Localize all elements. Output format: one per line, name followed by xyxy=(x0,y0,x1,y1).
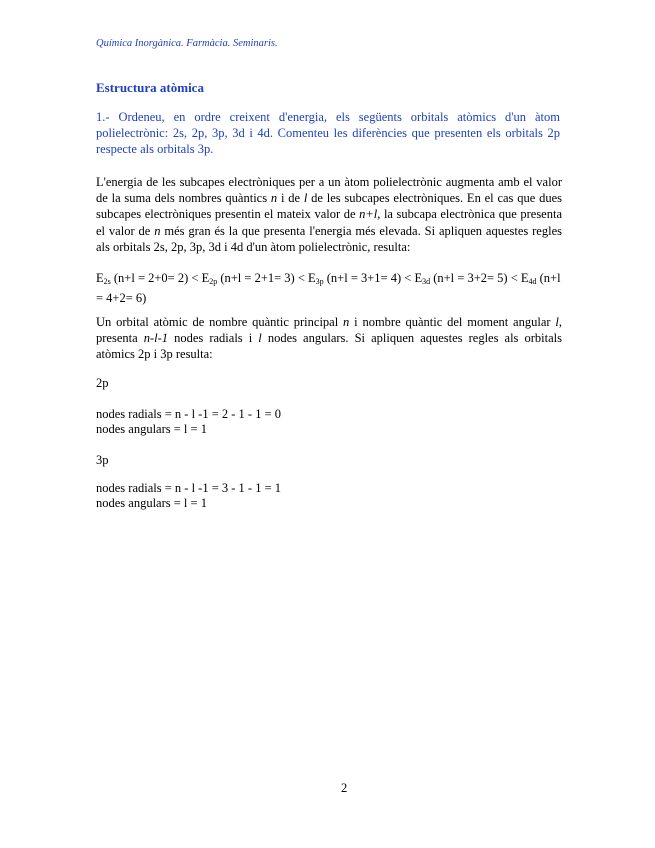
energy-symbol: E xyxy=(308,271,316,285)
energy-expression: (n+l = 3+1= 4) < xyxy=(323,271,415,285)
var-n-plus-l: n+l xyxy=(359,207,378,222)
orbital-2p-radial-nodes: nodes radials = n - l -1 = 2 - 1 - 1 = 0 xyxy=(96,407,282,421)
energy-term xyxy=(308,271,414,285)
orbital-3p-label: 3p xyxy=(96,453,109,467)
question-text: 1.- Ordeneu, en ordre creixent d'energia, els següents orbitals atòmics d'un àtom polielectrònic: 2s, 2p, 3p, 3d i 4d. Comenteu les diferències que presenten els orbitals 2p respecte als orbitals 3p. xyxy=(96,110,560,156)
energy-term xyxy=(414,271,520,285)
text-span: més gran és la que presenta l'energia més elevada. Si apliquen aquestes regles als orbitals 2s, 2p, 3p, 3d i 4d d'un àtom polielectrònic, resulta: xyxy=(96,223,562,254)
orbital-3p-radial-nodes: nodes radials = n - l -1 = 3 - 1 - 1 = 1 xyxy=(96,481,282,495)
text-span: i nombre quàntic del moment angular xyxy=(349,315,556,329)
text-span: de les subcapes electròniques. En el cas que dues subcapes electròniques presentin el mateix valor de xyxy=(96,191,562,222)
page-number: 2 xyxy=(341,781,348,795)
var-l: l xyxy=(303,191,308,206)
text-span: Un orbital atòmic de nombre quàntic principal xyxy=(96,315,344,329)
section-title: Estructura atòmica xyxy=(96,80,204,95)
orbital-2p-angular-nodes: nodes angulars = l = 1 xyxy=(96,422,207,436)
orbital-3p-angular-nodes: nodes angulars = l = 1 xyxy=(96,496,207,510)
energy-rule-paragraph xyxy=(96,174,562,255)
energy-expression: (n+l = 2+1= 3) < xyxy=(217,271,308,285)
var-l: l xyxy=(258,331,262,346)
var-n: n xyxy=(343,315,350,329)
text-span: i de xyxy=(277,191,304,206)
orbital-2p-label: 2p xyxy=(96,376,109,390)
energy-symbol: E xyxy=(520,271,529,285)
text-span: L'energia de les subcapes electròniques per a un àtom polielectrònic augmenta amb el valor de la suma dels nombres quàntics xyxy=(96,175,562,206)
energy-expression: (n+l = 4+2= 6) xyxy=(96,271,561,306)
var-l: l xyxy=(555,315,559,329)
energy-symbol: E xyxy=(414,271,423,285)
energy-symbol: E xyxy=(201,271,210,285)
orbital-subscript: 3d xyxy=(422,277,431,286)
energy-expression: (n+l = 3+2= 5) < xyxy=(430,271,521,285)
orbital-subscript: 2p xyxy=(209,277,218,286)
text-span: , la subcapa electrònica que presenta el valor de xyxy=(96,207,563,238)
var-n: n xyxy=(154,223,161,238)
var-n-l-1: n-l-1 xyxy=(143,331,169,346)
page-header: Química Inorgànica. Farmàcia. Seminaris. xyxy=(96,38,278,49)
orbital-subscript: 4d xyxy=(528,277,537,286)
energy-ordering xyxy=(96,270,562,306)
nodes-rule-paragraph xyxy=(96,314,562,363)
energy-expression: (n+l = 2+0= 2) < xyxy=(110,271,202,285)
text-span: nodes radials i xyxy=(168,331,259,346)
orbital-subscript: 2s xyxy=(103,277,111,286)
orbital-subscript: 3p xyxy=(315,277,324,286)
text-span: , presenta xyxy=(96,315,562,346)
energy-symbol: E xyxy=(96,271,104,285)
text-span: nodes angulars. Si apliquen aquestes regles als orbitals atòmics 2p i 3p resulta: xyxy=(96,331,562,362)
var-n: n xyxy=(270,191,278,206)
energy-term xyxy=(96,271,202,285)
energy-term xyxy=(202,271,308,285)
